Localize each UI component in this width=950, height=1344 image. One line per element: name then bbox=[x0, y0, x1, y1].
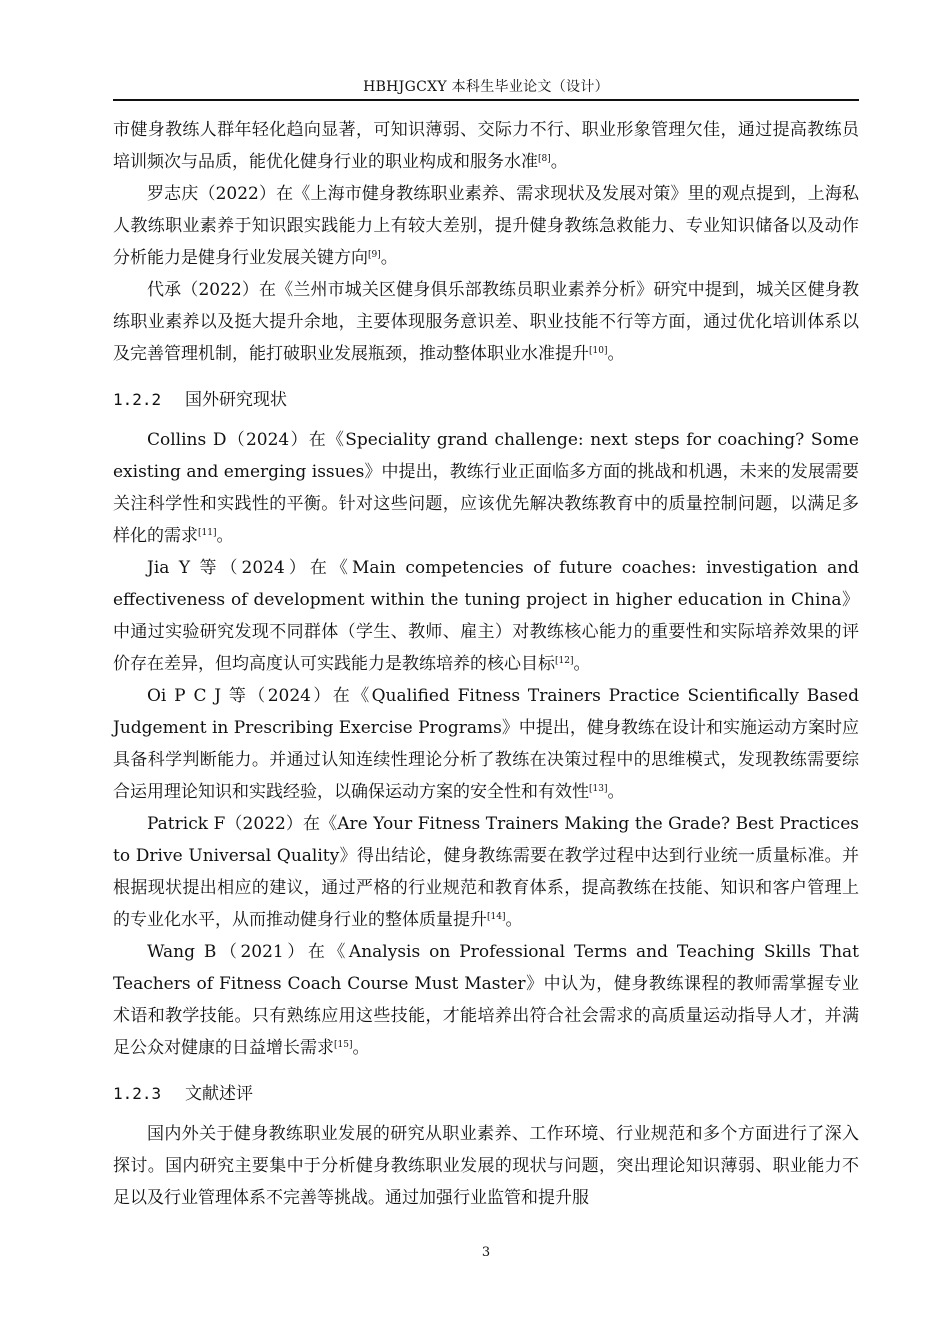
page-number: 3 bbox=[481, 1245, 491, 1260]
section-number: 1.2.2 bbox=[113, 390, 162, 409]
citation-ref: [8] bbox=[538, 154, 551, 164]
citation-ref: [12] bbox=[555, 656, 574, 666]
paragraph: Oi P C J 等（2024）在《Qualified Fitness Trainers Practice Scientifically Based Judgement in Prescribing Exercise Programs》中提出，健身教练在设计和实施运动方案时应具备科学判断能力。并通过认知连续性理论分析了教练在决策过程中的思维模式，发现教练需要综合运用理论知识和实践经验，以确保运动方案的安全性和有效性[13]。 bbox=[113, 686, 859, 802]
citation-ref: [13] bbox=[589, 784, 608, 794]
citation-ref: [14] bbox=[487, 912, 506, 922]
citation-ref: [15] bbox=[334, 1040, 353, 1050]
section-title: 文献述评 bbox=[185, 1084, 253, 1104]
paragraph: 罗志庆（2022）在《上海市健身教练职业素养、需求现状及发展对策》里的观点提到，上海私人教练职业素养于知识跟实践能力上有较大差别，提升健身教练急救能力、专业知识储备以及动作分析能力是健身行业发展关键方向[9]。 bbox=[113, 184, 859, 268]
citation-ref: [9] bbox=[368, 250, 381, 260]
section-heading-review bbox=[113, 1078, 859, 1110]
section-heading-foreign bbox=[113, 384, 859, 416]
citation-ref: [11] bbox=[198, 528, 217, 538]
paragraph: Wang B（2021）在《Analysis on Professional Terms and Teaching Skills That Teachers of Fitness Coach Course Must Master》中认为，健身教练课程的教师需掌握专业术语和教学技能。只有熟练应用这些技能，才能培养出符合社会需求的高质量运动指导人才，并满足公众对健康的日益增长需求[15]。 bbox=[113, 942, 859, 1058]
main-content bbox=[113, 114, 859, 1214]
header-rule bbox=[113, 99, 859, 101]
paragraph: Collins D（2024）在《Speciality grand challenge: next steps for coaching? Some existing and emerging issues》中提出，教练行业正面临多方面的挑战和机遇，未来的发展需要关注科学性和实践性的平衡。针对这些问题，应该优先解决教练教育中的质量控制问题，以满足多样化的需求[11]。 bbox=[113, 430, 859, 546]
section-title: 国外研究现状 bbox=[185, 390, 287, 410]
paragraph: 代承（2022）在《兰州市城关区健身俱乐部教练员职业素养分析》研究中提到，城关区健身教练职业素养以及挺大提升余地，主要体现服务意识差、职业技能不行等方面，通过优化培训体系以及完善管理机制，能打破职业发展瓶颈，推动整体职业水准提升[10]。 bbox=[113, 280, 859, 364]
paragraph-continued: 市健身教练人群年轻化趋向显著，可知识薄弱、交际力不行、职业形象管理欠佳，通过提高教练员培训频次与品质，能优化健身行业的职业构成和服务水准[8]。 bbox=[113, 120, 859, 172]
paragraph: Jia Y 等（2024）在《Main competencies of future coaches: investigation and effectiveness of development within the tuning project in higher education in China》中通过实验研究发现不同群体（学生、教师、雇主）对教练核心能力的重要性和实际培养效果的评价存在差异，但均高度认可实践能力是教练培养的核心目标[12]。 bbox=[113, 558, 859, 674]
section-number: 1.2.3 bbox=[113, 1084, 162, 1103]
paragraph: Patrick F（2022）在《Are Your Fitness Trainers Making the Grade? Best Practices to Drive Universal Quality》得出结论，健身教练需要在教学过程中达到行业统一质量标准。并根据现状提出相应的建议，通过严格的行业规范和教育体系，提高教练在技能、知识和客户管理上的专业化水平，从而推动健身行业的整体质量提升[14]。 bbox=[113, 814, 859, 930]
paragraph: 国内外关于健身教练职业发展的研究从职业素养、工作环境、行业规范和多个方面进行了深入探讨。国内研究主要集中于分析健身教练职业发展的现状与问题，突出理论知识薄弱、职业能力不足以及行业管理体系不完善等挑战。通过加强行业监管和提升服 bbox=[113, 1124, 859, 1208]
citation-ref: [10] bbox=[589, 346, 608, 356]
running-header: HBHJGCXY 本科生毕业论文（设计） bbox=[363, 79, 609, 95]
